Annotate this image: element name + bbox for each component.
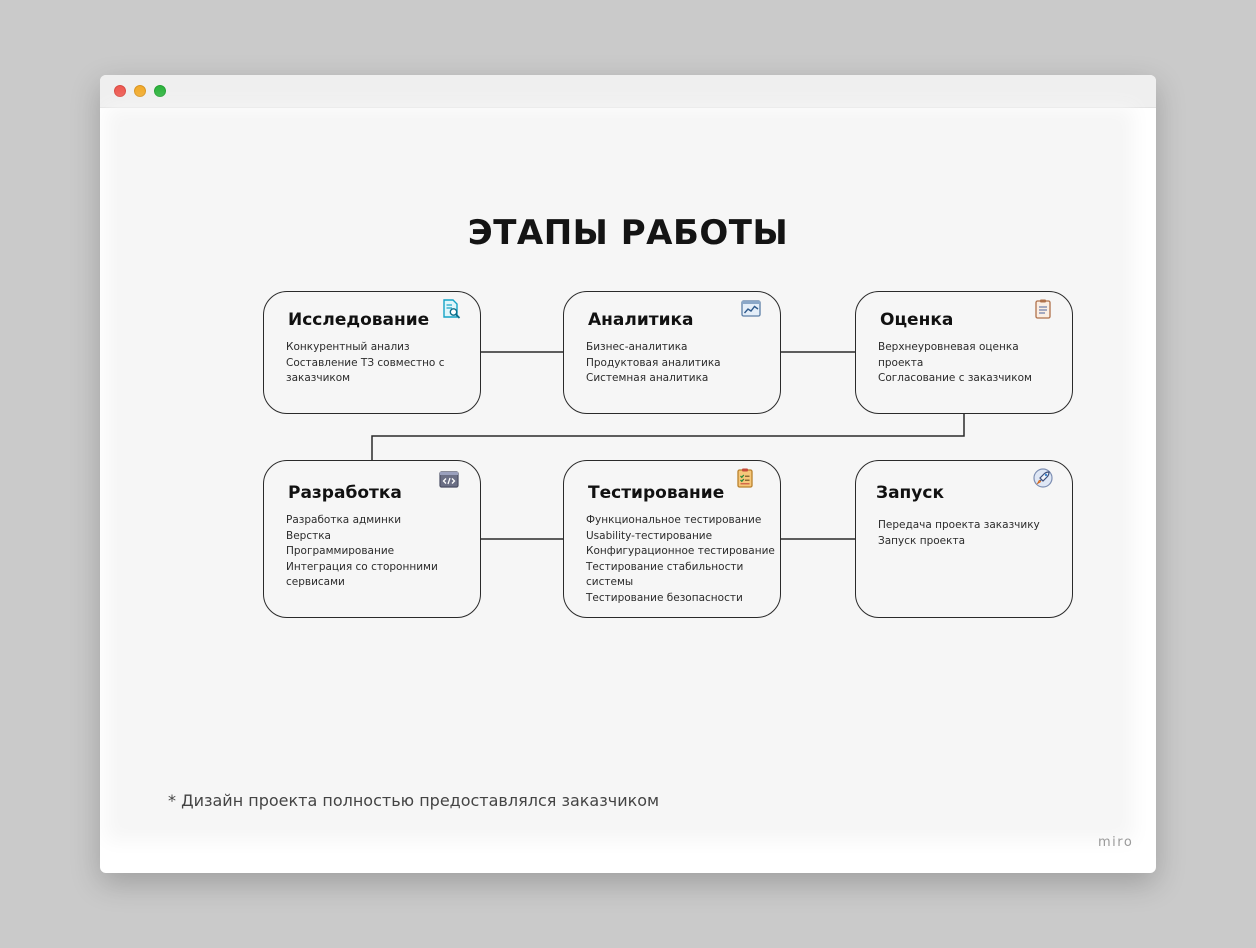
list-item: Запуск проекта (878, 534, 966, 547)
clipboard-list-icon (1032, 298, 1054, 320)
diagram-title: ЭТАПЫ РАБОТЫ (467, 213, 789, 253)
list-item: Тестирование безопасности (586, 591, 743, 604)
rocket-icon (1032, 467, 1054, 489)
stage-card-research[interactable] (263, 291, 481, 414)
stage-title: Тестирование (588, 483, 725, 503)
stage-card-launch[interactable] (855, 460, 1073, 618)
list-item: Составление ТЗ совместно с заказчиком (286, 356, 445, 384)
stage-title: Аналитика (588, 310, 694, 330)
footnote: * Дизайн проекта полностью предоставлялся заказчиком (168, 791, 660, 810)
line-chart-icon (740, 298, 762, 320)
list-item: Тестирование стабильности системы (586, 560, 744, 588)
list-item: Согласование с заказчиком (878, 372, 1032, 384)
stage-card-analytics[interactable] (563, 291, 781, 414)
list-item: Функциональное тестирование (586, 514, 762, 526)
list-item: Верстка (286, 529, 331, 542)
stage-title: Запуск (876, 483, 944, 503)
browser-window (100, 75, 1156, 873)
stage-title: Разработка (288, 483, 402, 503)
stage-title: Исследование (288, 310, 430, 330)
miro-logo: miro (1098, 835, 1134, 850)
stage-card-testing[interactable] (563, 460, 781, 618)
list-item: Usability-тестирование (586, 529, 713, 542)
list-item: Системная аналитика (586, 372, 709, 384)
document-search-icon (440, 298, 462, 320)
list-item: Интеграция со сторонними сервисами (286, 560, 438, 588)
list-item: Продуктовая аналитика (586, 356, 721, 369)
list-item: Разработка админки (286, 514, 402, 526)
list-item: Верхнеуровневая оценка проекта (878, 341, 1019, 369)
stage-title: Оценка (880, 310, 954, 330)
list-item: Передача проекта заказчику (878, 519, 1040, 531)
list-item: Программирование (286, 545, 395, 557)
stage-card-estimate[interactable] (855, 291, 1073, 414)
code-window-icon (438, 469, 460, 491)
stage-card-development[interactable] (263, 460, 481, 618)
clipboard-check-icon (734, 467, 756, 489)
list-item: Конфигурационное тестирование (586, 545, 775, 557)
list-item: Бизнес-аналитика (586, 341, 688, 353)
connector-estimate-development (372, 414, 964, 460)
list-item: Конкурентный анализ (286, 341, 410, 353)
